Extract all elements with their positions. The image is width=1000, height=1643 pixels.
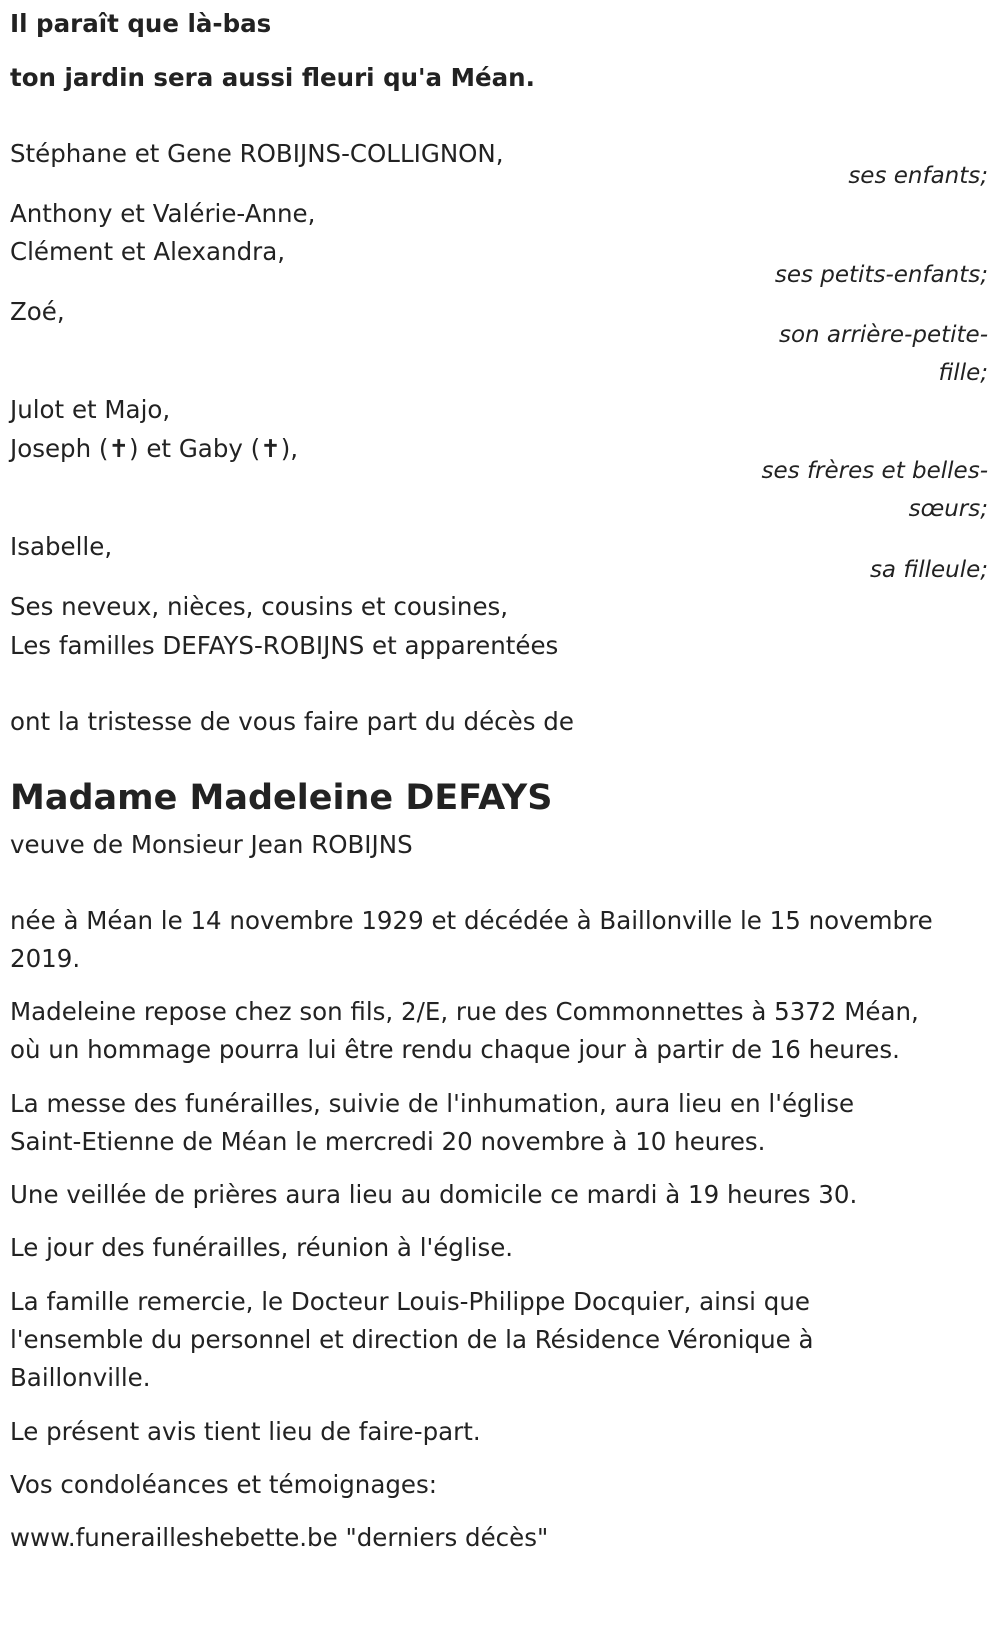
siblings-role-line-1: ses frères et belles- <box>761 458 988 484</box>
rest-line-1: Madeleine repose chez son fils, 2/E, rue des Commonnettes à 5372 Méan, <box>10 997 919 1026</box>
notice-paragraph: Le présent avis tient lieu de faire-part. <box>10 1417 481 1446</box>
goddaughter-role: sa filleule; <box>869 557 988 583</box>
siblings-role-line-2: sœurs; <box>908 496 988 522</box>
funeral-paragraph <box>10 1085 985 1161</box>
great-grandchild-role-line-2: fille; <box>938 360 988 386</box>
thanks-line-3: Baillonville. <box>10 1363 151 1392</box>
birth-death-line-2: 2019. <box>10 944 81 973</box>
grandchildren-role: ses petits-enfants; <box>774 262 988 288</box>
grandchildren-line-2: Clément et Alexandra, <box>10 237 285 266</box>
condolences-paragraph: Vos condoléances et témoignages: <box>10 1470 437 1499</box>
great-grandchild-name: Zoé, <box>10 297 65 326</box>
verse-line-1: Il paraît que là-bas <box>10 9 272 38</box>
siblings-line-1: Julot et Majo, <box>10 395 171 424</box>
extended-family-line-2: Les familles DEFAYS-ROBIJNS et apparentées <box>10 631 559 660</box>
extended-family-line-1: Ses neveux, nièces, cousins et cousines, <box>10 592 509 621</box>
funeral-line-1: La messe des funérailles, suivie de l'inhumation, aura lieu en l'église <box>10 1089 855 1118</box>
children-role: ses enfants; <box>848 163 988 189</box>
great-grandchild-role-line-1: son arrière-petite- <box>778 322 988 348</box>
grandchildren-line-1: Anthony et Valérie-Anne, <box>10 199 316 228</box>
birth-death-paragraph <box>10 902 985 978</box>
rest-paragraph <box>10 993 985 1069</box>
deceased-name: Madame Madeleine DEFAYS <box>10 778 553 818</box>
siblings-line-2: Joseph (✝) et Gaby (✝), <box>10 434 299 463</box>
announcement: ont la tristesse de vous faire part du décès de <box>10 707 574 736</box>
goddaughter-name: Isabelle, <box>10 532 113 561</box>
thanks-paragraph <box>10 1283 985 1397</box>
thanks-line-1: La famille remercie, le Docteur Louis-Philippe Docquier, ainsi que <box>10 1287 810 1316</box>
verse-line-2: ton jardin sera aussi fleuri qu'a Méan. <box>10 63 535 92</box>
birth-death-line-1: née à Méan le 14 novembre 1929 et décédée à Baillonville le 15 novembre <box>10 906 933 935</box>
vigil-paragraph: Une veillée de prières aura lieu au domicile ce mardi à 19 heures 30. <box>10 1180 858 1209</box>
funeral-line-2: Saint-Etienne de Méan le mercredi 20 novembre à 10 heures. <box>10 1127 766 1156</box>
deceased-subtitle: veuve de Monsieur Jean ROBIJNS <box>10 830 413 859</box>
children-names: Stéphane et Gene ROBIJNS-COLLIGNON, <box>10 139 504 168</box>
meeting-paragraph: Le jour des funérailles, réunion à l'église. <box>10 1233 514 1262</box>
rest-line-2: où un hommage pourra lui être rendu chaque jour à partir de 16 heures. <box>10 1035 900 1064</box>
website-text: www.funerailleshebette.be "derniers décès" <box>10 1523 549 1552</box>
thanks-line-2: l'ensemble du personnel et direction de la Résidence Véronique à <box>10 1325 814 1354</box>
